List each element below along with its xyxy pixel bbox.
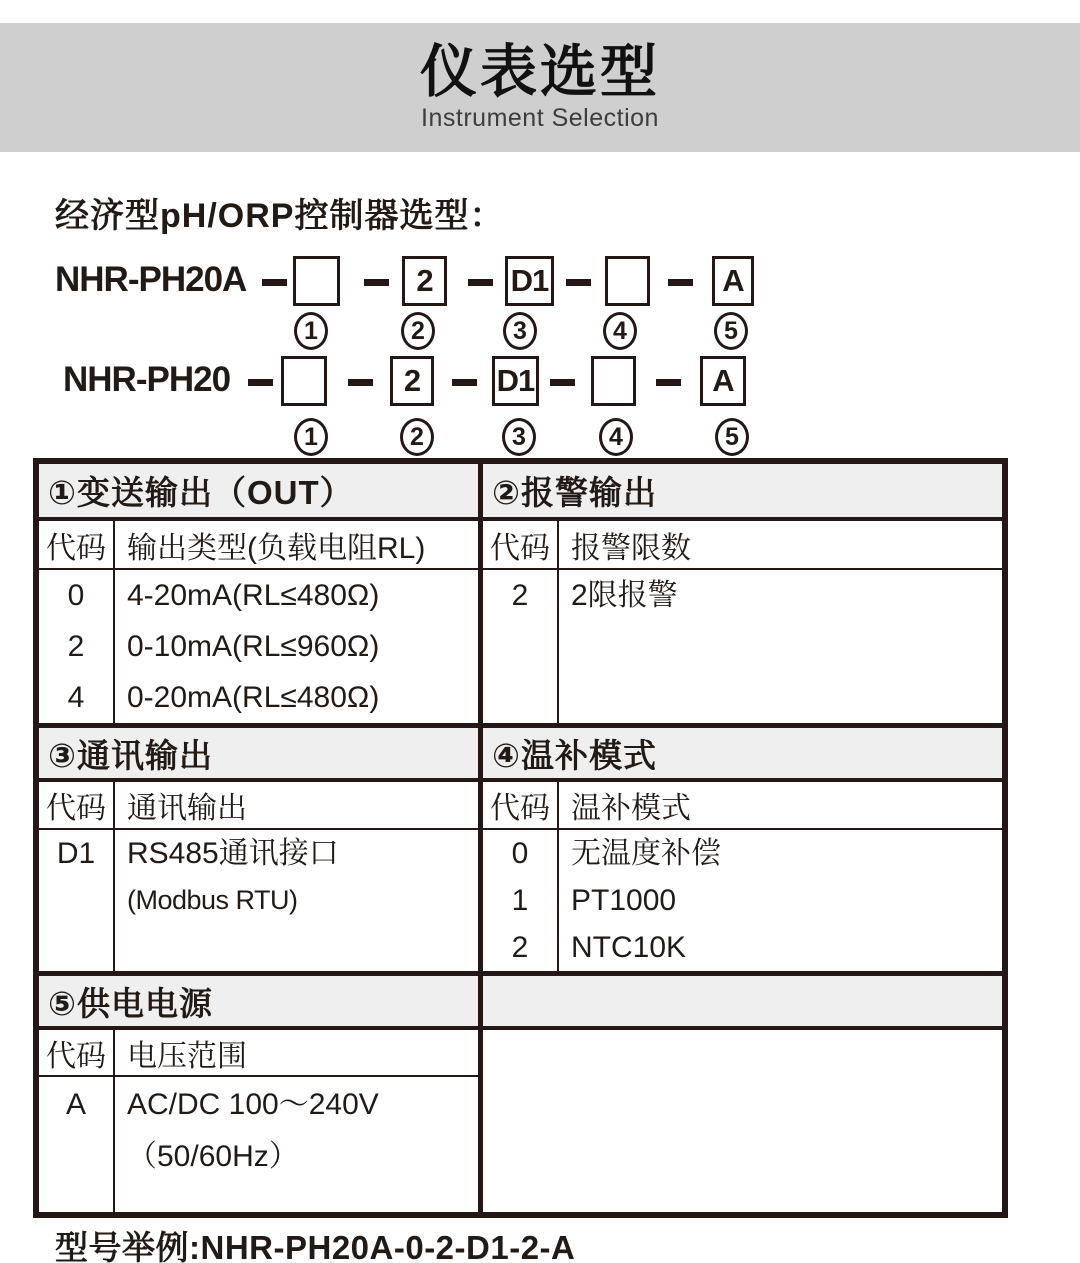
code-cell: A xyxy=(65,1088,86,1121)
code-cells xyxy=(483,830,559,971)
code-cell: 2 xyxy=(511,579,529,612)
code-cell: 2 xyxy=(511,931,529,964)
desc-cell: NTC10K xyxy=(571,931,687,964)
desc-column-header: 温补模式 xyxy=(571,792,691,825)
data-band xyxy=(39,1030,1002,1212)
desc-cell: PT1000 xyxy=(571,884,677,917)
desc-cell: 0-10mA(RL≤960Ω) xyxy=(127,630,380,663)
code-cell: 2 xyxy=(67,630,85,663)
section-header-power-supply xyxy=(39,976,483,1026)
dash-connector xyxy=(452,379,477,386)
dash-connector xyxy=(566,279,591,286)
empty-cell xyxy=(483,1030,1002,1212)
desc-cell: 0-20mA(RL≤480Ω) xyxy=(127,681,380,714)
model-box-5: A xyxy=(712,256,754,306)
desc-cells xyxy=(559,570,1002,723)
data-temp-comp xyxy=(483,830,1002,971)
desc-cells xyxy=(115,570,478,723)
section-header-temp-comp xyxy=(483,728,1002,778)
desc-cells xyxy=(115,830,478,971)
section-header-band xyxy=(39,464,1002,521)
desc-cell-secondary: （50/60Hz） xyxy=(127,1140,299,1173)
model-box-1 xyxy=(281,356,327,406)
desc-column-header: 输出类型(负载电阻RL) xyxy=(127,531,426,565)
data-row xyxy=(39,1077,478,1212)
model-box-3: D1 xyxy=(492,356,539,406)
banner-title: 仪表选型 xyxy=(420,40,660,104)
column-headers-right xyxy=(483,521,1002,568)
banner-subtitle: Instrument Selection xyxy=(421,104,659,132)
section-title: ③通讯输出 xyxy=(48,736,213,774)
position-marker-4: 4 xyxy=(603,312,637,350)
data-band xyxy=(39,830,1002,976)
column-headers-left xyxy=(39,782,483,828)
desc-cell: RS485通讯接口 xyxy=(127,837,339,870)
model-label-nhr-ph20a: NHR-PH20A xyxy=(55,260,247,299)
model-box-2: 2 xyxy=(402,256,447,306)
column-headers-right xyxy=(483,782,1002,828)
dash-connector xyxy=(656,379,681,386)
code-cell: D1 xyxy=(56,837,96,870)
data-band xyxy=(39,570,1002,728)
code-column-header: 代码 xyxy=(483,782,559,828)
position-marker-3: 3 xyxy=(503,312,537,350)
code-cells xyxy=(39,1077,115,1212)
section-header-band xyxy=(39,976,1002,1030)
data-alarm-output xyxy=(483,570,1002,723)
code-cell: 0 xyxy=(67,579,85,612)
desc-cells xyxy=(559,830,1002,971)
code-column-header: 代码 xyxy=(39,1030,115,1075)
model-box-2: 2 xyxy=(390,356,434,406)
position-marker-2: 2 xyxy=(400,418,434,456)
model-box-3: D1 xyxy=(505,256,554,306)
position-marker-5: 5 xyxy=(714,312,748,350)
data-transmit-output xyxy=(39,570,483,723)
position-marker-1: 1 xyxy=(294,312,328,350)
code-cells xyxy=(483,570,559,723)
page-banner xyxy=(0,23,1080,152)
dash-connector xyxy=(468,279,493,286)
code-cell: 4 xyxy=(67,681,85,714)
position-marker-5: 5 xyxy=(715,418,749,456)
position-marker-1: 1 xyxy=(294,418,328,456)
dash-connector xyxy=(262,279,287,286)
position-marker-2: 2 xyxy=(401,312,435,350)
section-title: ④温补模式 xyxy=(492,736,657,774)
column-headers-left xyxy=(39,521,483,568)
dash-connector xyxy=(364,279,389,286)
desc-column-header: 电压范围 xyxy=(127,1039,247,1073)
dash-connector xyxy=(248,379,273,386)
code-column-header: 代码 xyxy=(483,521,559,568)
desc-cell: 2限报警 xyxy=(571,579,678,612)
code-cell: 1 xyxy=(511,884,529,917)
selection-table xyxy=(33,458,1008,1218)
section-header-band xyxy=(39,728,1002,782)
desc-cells xyxy=(115,1077,478,1212)
column-header-band xyxy=(39,521,1002,570)
dash-connector xyxy=(550,379,575,386)
model-label-nhr-ph20: NHR-PH20 xyxy=(63,360,231,399)
data-power-supply xyxy=(39,1030,483,1212)
model-example: 型号举例:NHR-PH20A-0-2-D1-2-A xyxy=(55,1229,576,1263)
model-box-5: A xyxy=(700,356,746,406)
section-header-empty xyxy=(483,976,1002,1026)
desc-cell: 4-20mA(RL≤480Ω) xyxy=(127,579,380,612)
code-cells xyxy=(39,570,115,723)
code-cell: 0 xyxy=(511,837,529,870)
model-box-4 xyxy=(591,356,636,406)
section-title: ②报警输出 xyxy=(492,474,657,511)
column-headers-left xyxy=(39,1030,478,1077)
section-heading: 经济型pH/ORP控制器选型： xyxy=(55,197,505,235)
model-box-1 xyxy=(293,256,340,306)
section-title: ①变送输出（OUT） xyxy=(48,474,354,511)
desc-column-header: 通讯输出 xyxy=(127,792,247,825)
section-header-comm-output xyxy=(39,728,483,778)
code-column-header: 代码 xyxy=(39,521,115,568)
dash-connector xyxy=(348,379,373,386)
model-box-4 xyxy=(605,256,650,306)
code-column-header: 代码 xyxy=(39,782,115,828)
section-header-alarm-output xyxy=(483,464,1002,517)
section-title: ⑤供电电源 xyxy=(48,984,213,1022)
column-header-band xyxy=(39,782,1002,830)
desc-cell: 无温度补偿 xyxy=(571,837,721,870)
desc-column-header: 报警限数 xyxy=(571,531,691,565)
position-marker-4: 4 xyxy=(599,418,633,456)
position-marker-3: 3 xyxy=(502,418,536,456)
section-header-transmit-output xyxy=(39,464,483,517)
code-cells xyxy=(39,830,115,971)
dash-connector xyxy=(668,279,693,286)
desc-cell: AC/DC 100～240V xyxy=(127,1088,379,1121)
data-comm-output xyxy=(39,830,483,971)
desc-cell-secondary: (Modbus RTU) xyxy=(127,885,298,915)
